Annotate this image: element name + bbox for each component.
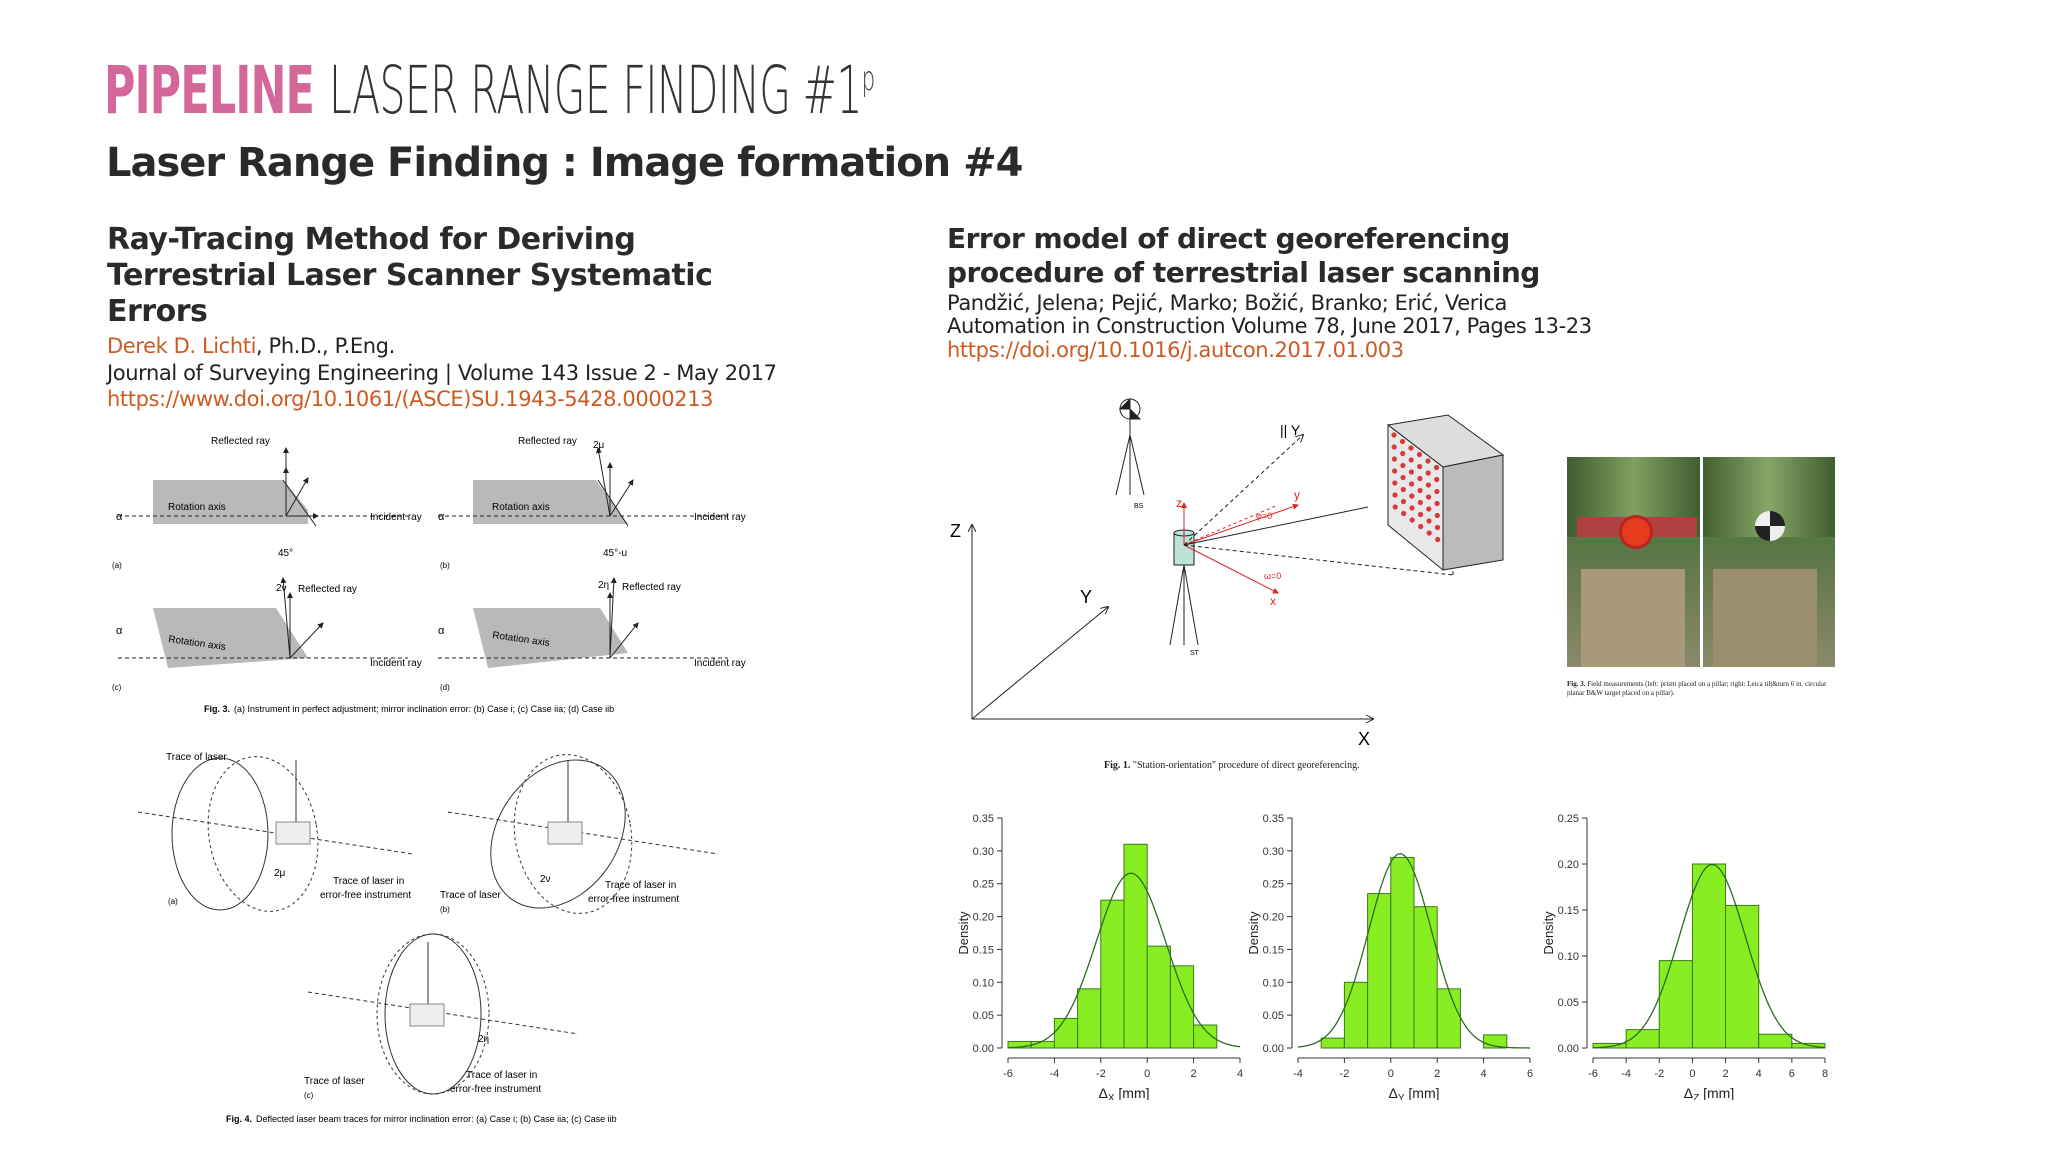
fig4-caption-text: Deflected laser beam traces for mirror inclination error: (a) Case i; (b) Case iia; (c) Case iib [256,1114,617,1124]
title-main [329,52,875,129]
y-tick-label: 0.35 [972,813,994,825]
fig4-2eta-label: 2η [478,1034,490,1045]
fig3-caption-bold: Fig. 3. [204,704,231,714]
target-dot [1434,465,1439,470]
fig1-caption [1104,760,1360,771]
fig3-caption [204,704,614,714]
fig3-panel-d [438,578,746,692]
fig3-reflected-label: Reflected ray [518,436,577,447]
y-tick-label: 0.05 [1557,997,1579,1009]
target-dot [1418,524,1423,529]
y-tick-label: 0.05 [972,1010,994,1023]
fig4-trace-ef-label: error-free instrument [588,894,680,905]
target-dot [1391,432,1396,437]
target-dot [1417,464,1422,469]
histogram-bar [1437,989,1460,1048]
fig1-backsight [1116,399,1144,495]
y-tick-label: 0.25 [1262,878,1284,891]
x-tick-label: 4 [1755,1068,1762,1080]
target-dot [1410,517,1415,522]
x-tick-label: 0 [1689,1068,1696,1080]
fig1-scanner [1170,530,1198,645]
y-tick-label: 0.25 [972,878,994,891]
y-tick-label: 0.20 [1557,859,1579,871]
prism-target [1619,515,1653,549]
target-dot [1409,457,1414,462]
y-tick-label: 0.35 [1262,813,1284,825]
y-tick-label: 0.10 [972,977,994,990]
fig4-label-c: (c) [304,1091,314,1100]
y-tick-label: 0.20 [972,911,994,924]
fig3-rotation-label: Rotation axis [167,634,227,654]
fig3-reflected-label: Reflected ray [298,584,357,595]
y-tick-label: 0.30 [972,845,994,858]
fig3-label-a: (a) [112,561,122,570]
target-dot [1401,499,1406,504]
left-title-line: Terrestrial Laser Scanner Systematic [107,258,713,293]
fig3-label-b: (b) [440,561,450,570]
target-dot [1435,513,1440,518]
fig4-2mu-label: 2μ [274,868,286,879]
target-dot [1426,482,1431,487]
fig1-target-board [1388,415,1503,570]
fig1-caption-bold: Fig. 1. [1104,760,1131,771]
fig3-label-c: (c) [112,683,122,692]
x-tick-label: 2 [1434,1068,1441,1080]
left-paper-author [107,334,395,358]
photo-pillar-left [1581,569,1685,667]
fig1-z-axis: Z [950,521,961,541]
fig4-trace-ef-label: error-free instrument [320,890,412,901]
histogram-delta-z [1535,800,1835,1100]
y-tick-label: 0.00 [1262,1043,1284,1055]
y-tick-label: 0.00 [972,1043,994,1055]
histogram-delta-y [1240,800,1540,1100]
fig1-st-label: ST [1190,650,1199,657]
photo-divider [1700,457,1703,667]
target-dot [1435,501,1440,506]
right-paper-journal: Automation in Construction Volume 78, June 2017, Pages 13-23 [947,314,1592,338]
y-axis-label: Density [1541,911,1556,955]
target-dot [1409,469,1414,474]
target-dot [1393,504,1398,509]
fig1-parallel-y: || Y [1280,422,1301,438]
target-dot [1434,477,1439,482]
right-title-line: procedure of terrestrial laser scanning [947,256,1540,289]
y-tick-label: 0.15 [1262,944,1284,957]
target-dot [1392,444,1397,449]
left-paper-doi-link[interactable]: https://www.doi.org/10.1061/(ASCE)SU.1943-5428.0000213 [107,387,714,411]
target-dot [1392,456,1397,461]
fig1-caption-text: "Station-orientation" procedure of direct georeferencing. [1132,760,1360,771]
right-paper-authors: Pandžić, Jelena; Pejić, Marko; Božić, Branko; Erić, Verica [947,291,1508,315]
x-tick-label: 6 [1788,1068,1795,1080]
y-tick-label: 0.05 [1262,1010,1284,1023]
x-axis-label: $\Delta_X$ [mm] [1098,1085,1150,1100]
fig3-2nu-label: 2ν [276,583,287,594]
target-dot [1417,452,1422,457]
fig3-incident-label: Incident ray [370,512,422,523]
x-tick-label: 2 [1722,1068,1729,1080]
target-dot [1435,525,1440,530]
lichti-fig4 [108,742,768,1132]
y-tick-label: 0.10 [1262,977,1284,990]
target-dot [1401,487,1406,492]
target-dot [1435,537,1440,542]
svg-text:α: α [116,511,123,523]
right-title-line: Error model of direct georeferencing [947,222,1510,255]
x-tick-label: 8 [1821,1068,1829,1080]
histogram-bar [1344,982,1367,1048]
left-paper-journal: Journal of Surveying Engineering | Volume 143 Issue 2 - May 2017 [107,361,777,385]
fig4-caption-bold: Fig. 4. [226,1114,253,1124]
fig3-rotation-label: Rotation axis [168,502,226,513]
x-axis-label: $\Delta_Y$ [mm] [1388,1085,1440,1100]
fig4-2nu-label: 2ν [540,874,551,885]
x-tick-label: 6 [1526,1068,1534,1080]
y-tick-label: 0.15 [972,944,994,957]
histogram-bar [1101,900,1124,1048]
fig3-reflected-label: Reflected ray [211,436,270,447]
x-tick-label: -4 [1049,1068,1060,1080]
x-axis-label: $\Delta_Z$ [mm] [1683,1085,1735,1100]
histogram-bar [1692,864,1725,1048]
y-axis-label: Density [1246,911,1261,955]
fig3-incident-label: Incident ray [694,512,746,523]
y-tick-label: 0.15 [1557,905,1579,917]
target-dot [1392,480,1397,485]
target-dot [1418,512,1423,517]
bw-target [1755,511,1785,541]
target-dot [1401,475,1406,480]
target-dot [1426,506,1431,511]
svg-text:α: α [116,625,123,637]
target-dot [1409,493,1414,498]
target-dot [1408,445,1413,450]
fig1-omega-label: ω=0 [1264,571,1282,581]
target-dot [1418,500,1423,505]
svg-text:z: z [1176,496,1182,510]
histogram-bar [1759,1034,1792,1048]
target-dot [1400,439,1405,444]
fig3-panel-a [112,436,422,570]
fig4-panel-c [308,934,578,1094]
fig4-caption [226,1114,617,1124]
right-paper-title [947,222,1540,290]
histogram-bar [1147,946,1170,1048]
y-tick-label: 0.25 [1557,813,1579,825]
target-dot [1418,488,1423,493]
fig4-panel-b [448,742,718,934]
y-tick-label: 0.30 [1262,845,1284,858]
x-tick-label: -6 [1003,1068,1013,1080]
fig3-photo-caption-text: Field measurements (left: prism placed on a pillar; right: Leica tilt&turn 6 in. circular planar B&W target placed on a pillar). [1567,680,1827,697]
x-tick-label: 0 [1387,1068,1394,1080]
target-dot [1426,470,1431,475]
x-tick-label: -4 [1621,1068,1632,1080]
title-accent: PIPELINE [104,52,315,129]
x-tick-label: -2 [1654,1068,1665,1080]
lichti-fig3 [108,428,768,718]
histogram-delta-x [950,800,1250,1100]
fig4-label-a: (a) [168,897,178,906]
fig1-phi-label: φ=0 [1256,511,1273,521]
fig3-photo-caption [1567,680,1837,698]
target-dot [1409,505,1414,510]
fig3-angle-label: 45° [278,548,294,559]
fig3-2eta-label: 2η [598,580,610,591]
author-link[interactable]: Derek D. Lichti [107,334,256,358]
histogram-bar [1368,894,1391,1048]
target-dot [1427,530,1432,535]
svg-text:α: α [438,511,445,523]
svg-text:y: y [1294,488,1300,502]
target-dot [1400,463,1405,468]
fig3-incident-label: Incident ray [694,658,746,669]
left-title-line: Errors [107,294,208,329]
histogram-bar [1321,1038,1344,1048]
histogram-bar [1659,961,1692,1048]
x-tick-label: 0 [1144,1068,1151,1080]
left-title-line: Ray-Tracing Method for Deriving [107,222,636,257]
author-suffix: , Ph.D., P.Eng. [256,334,395,358]
fig4-label-b: (b) [440,905,450,914]
fig1-y-axis: Y [1080,587,1093,607]
title-superscript: p [861,59,875,99]
x-tick-label: -4 [1293,1068,1303,1080]
target-dot [1401,511,1406,516]
svg-text:x: x [1270,594,1276,608]
page-title [104,52,875,129]
x-tick-label: 4 [1236,1068,1244,1080]
field-photo [1567,457,1835,667]
fig3-rotation-label: Rotation axis [492,502,550,513]
pandzic-fig1 [948,395,1508,775]
histogram-bar [1078,989,1101,1048]
target-dot [1434,489,1439,494]
right-paper-doi-link[interactable]: https://doi.org/10.1016/j.autcon.2017.01.003 [947,338,1404,362]
target-dot [1417,476,1422,481]
y-tick-label: 0.10 [1557,951,1579,963]
fig4-trace-ef-label: Trace of laser in [605,880,677,891]
x-tick-label: -6 [1588,1068,1598,1080]
target-dot [1400,451,1405,456]
page-subtitle: Laser Range Finding : Image formation #4 [106,140,1023,186]
target-dot [1426,518,1431,523]
fig3-caption-text: (a) Instrument in perfect adjustment; mirror inclination error: (b) Case i; (c) Case iia; (d) Case iib [234,704,615,714]
target-dot [1392,492,1397,497]
x-tick-label: 2 [1190,1068,1197,1080]
x-tick-label: -2 [1339,1068,1350,1080]
fig3-panel-b [438,436,746,570]
x-tick-label: 4 [1480,1068,1487,1080]
target-dot [1409,481,1414,486]
fig3-label-d: (d) [440,683,450,692]
histogram-bar [1054,1018,1077,1048]
fig1-bs-label: BS [1134,503,1144,510]
fig4-trace-label: Trace of laser [440,890,501,901]
target-dot [1392,468,1397,473]
target-dot [1425,458,1430,463]
histogram-bar [1391,857,1414,1048]
fig4-trace-label: Trace of laser [304,1076,365,1087]
fig4-trace-ef-label: error-free instrument [450,1084,542,1095]
y-tick-label: 0.00 [1557,1043,1579,1055]
left-paper-title [107,222,712,330]
title-text: LASER RANGE FINDING #1 [329,52,862,129]
histogram-bar [1414,907,1437,1048]
fig3-2mu-label: 2μ [593,440,605,451]
fig3-reflected-label: Reflected ray [622,582,681,593]
photo-pillar-right [1713,569,1817,667]
target-dot [1426,494,1431,499]
y-tick-label: 0.20 [1262,911,1284,924]
fig3-panel-c [112,578,422,692]
fig3-rotation-label: Rotation axis [491,630,551,650]
fig1-x-axis: X [1358,729,1371,749]
fig3-incident-label: Incident ray [370,658,422,669]
fig3-photo-caption-bold: Fig. 3. [1567,680,1586,688]
x-tick-label: -2 [1095,1068,1106,1080]
y-axis-label: Density [956,911,971,955]
fig4-trace-label: Trace of laser [166,752,227,763]
histogram-bar [1194,1025,1217,1048]
fig4-trace-ef-label: Trace of laser in [466,1070,538,1081]
fig4-trace-ef-label: Trace of laser in [333,876,405,887]
svg-text:α: α [438,625,445,637]
fig3-angle-u-label: 45°-u [603,548,628,559]
